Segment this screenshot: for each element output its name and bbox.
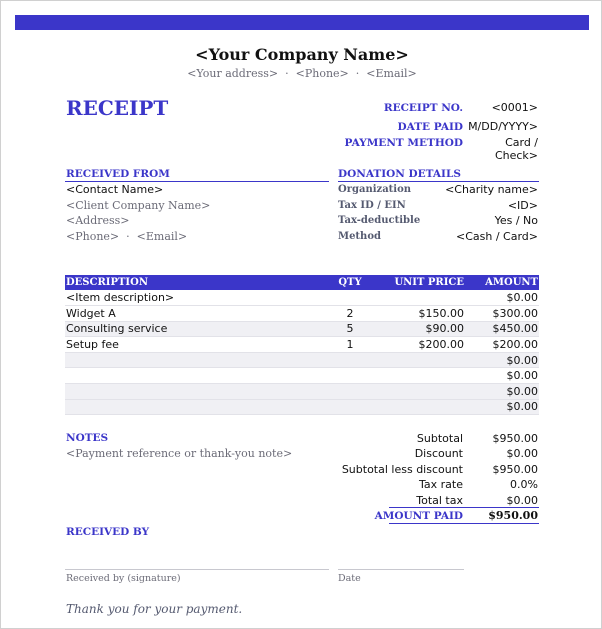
notes-heading: NOTES [66,432,109,444]
discount-label: Discount [414,447,463,460]
unit-price-header: UNIT PRICE [380,275,465,290]
receipt-number-value: <0001> [491,101,538,114]
discount-value: $0.00 [506,447,538,460]
total-tax-label: Total tax [416,494,463,507]
separator-dot: · [126,230,130,243]
payment-method-label: PAYMENT METHOD [344,137,463,149]
signature-label: Received by (signature) [66,573,181,584]
notes-text: <Payment reference or thank-you note> [66,447,293,460]
item-amount: $0.00 [465,399,539,415]
table-row [65,352,539,368]
client-phone-email [66,230,187,243]
payment-method-value: Card / Check> [494,136,538,162]
organization-value: <Charity name> [445,183,538,196]
item-description: Setup fee [65,337,320,353]
item-description: Widget A [65,306,320,322]
receipt-number-label: RECEIPT NO. [383,102,463,114]
item-description [65,368,320,384]
table-row [65,290,539,306]
subtotal-less-discount-label: Subtotal less discount [341,463,463,476]
item-amount: $0.00 [465,384,539,400]
description-header: DESCRIPTION [65,275,320,290]
separator-dot: · [355,67,360,80]
table-row [65,306,539,322]
client-address: <Address> [66,214,130,227]
table-row [65,368,539,384]
item-qty: 1 [320,337,380,353]
total-tax-value: $0.00 [506,494,538,507]
organization-label: Organization [338,184,412,195]
received-by-heading: RECEIVED BY [66,526,150,538]
tax-rate-value: 0.0% [510,478,538,491]
item-description [65,384,320,400]
item-amount: $200.00 [465,337,539,353]
method-value: <Cash / Card> [456,230,538,243]
amount-paid-value: $950.00 [488,509,538,522]
item-description [65,352,320,368]
date-line [338,569,464,570]
date-paid-label: DATE PAID [397,121,463,133]
table-row [65,337,539,353]
items-table [65,275,539,415]
item-unit-price: $200.00 [380,337,465,353]
item-unit-price [380,290,465,306]
item-qty [320,290,380,306]
received-from-rule [65,181,329,182]
item-qty [320,384,380,400]
tax-deductible-label: Tax-deductible [338,215,421,226]
amount-paid-label: AMOUNT PAID [374,510,463,522]
item-amount: $0.00 [465,290,539,306]
item-description: Consulting service [65,321,320,337]
item-description: <Item description> [65,290,320,306]
top-accent-bar [15,15,589,30]
table-row [65,384,539,400]
item-unit-price: $90.00 [380,321,465,337]
amount-paid-top-rule [389,507,539,508]
subtotal-less-discount-value: $950.00 [492,463,538,476]
subtotal-value: $950.00 [492,432,538,445]
item-unit-price [380,384,465,400]
item-amount: $0.00 [465,352,539,368]
item-qty [320,352,380,368]
donation-details-rule [338,181,539,182]
tax-id-value: <ID> [507,199,538,212]
company-phone: <Phone> [295,67,349,80]
signature-line [65,569,329,570]
client-phone: <Phone> [66,230,120,243]
item-amount: $300.00 [465,306,539,322]
receipt-title: RECEIPT [66,96,169,120]
company-address: <Your address> [187,67,279,80]
thank-you-note: Thank you for your payment. [66,602,243,616]
table-row [65,399,539,415]
separator-dot: · [285,67,289,80]
client-company: <Client Company Name> [66,199,211,212]
item-qty [320,399,380,415]
items-header-row [65,275,539,290]
company-name: <Your Company Name> [195,45,409,64]
tax-deductible-value: Yes / No [494,214,538,227]
amount-header: AMOUNT [465,275,539,290]
tax-rate-label: Tax rate [419,478,463,491]
donation-details-heading: DONATION DETAILS [338,168,461,180]
item-unit-price [380,368,465,384]
subtotal-label: Subtotal [416,432,463,445]
amount-paid-bottom-rule [389,523,539,524]
item-qty [320,368,380,384]
received-from-heading: RECEIVED FROM [66,168,170,180]
client-email: <Email> [136,230,188,243]
company-email: <Email> [366,67,417,80]
tax-id-label: Tax ID / EIN [338,200,406,211]
item-amount: $0.00 [465,368,539,384]
method-label: Method [338,231,381,242]
signature-date-label: Date [338,573,361,584]
company-contact-line [1,67,602,80]
date-paid-value: M/DD/YYYY> [468,120,538,133]
item-qty: 5 [320,321,380,337]
contact-name: <Contact Name> [66,183,164,196]
item-unit-price: $150.00 [380,306,465,322]
item-unit-price [380,399,465,415]
item-description [65,399,320,415]
table-row [65,321,539,337]
item-qty: 2 [320,306,380,322]
item-amount: $450.00 [465,321,539,337]
qty-header: QTY [320,275,380,290]
item-unit-price [380,352,465,368]
